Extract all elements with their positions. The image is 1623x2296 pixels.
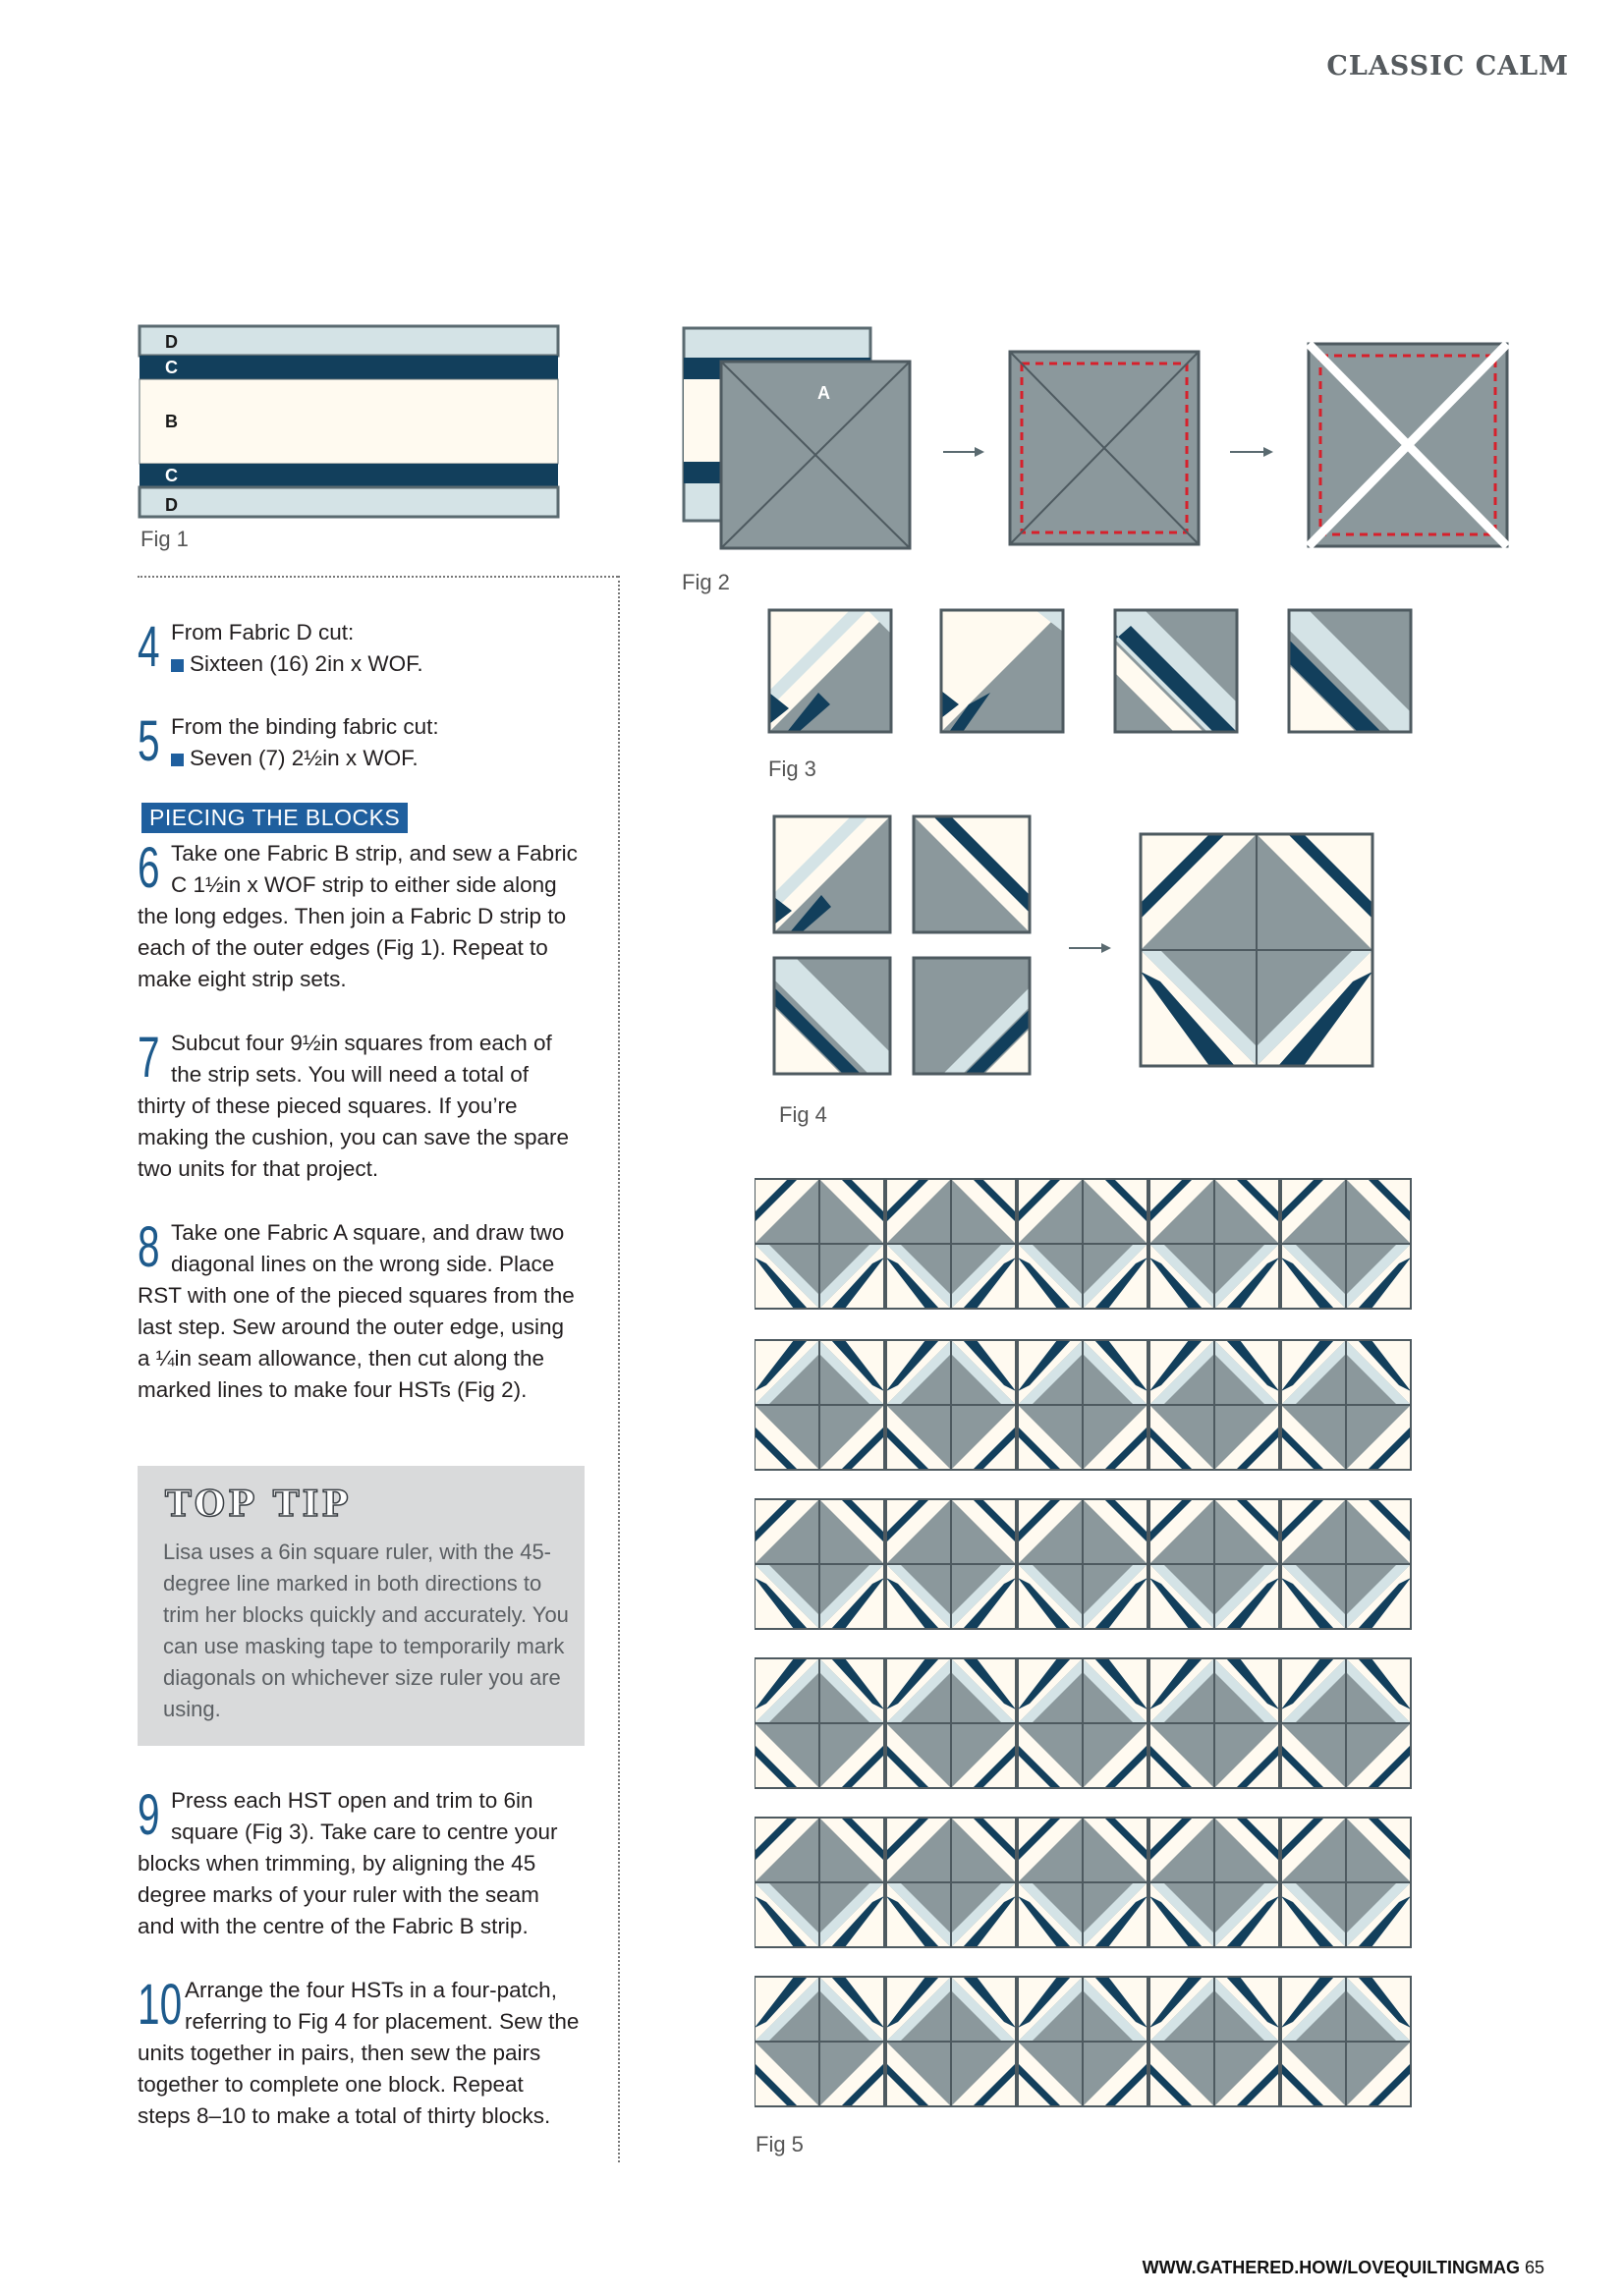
step-6	[138, 838, 580, 995]
footer	[1143, 2258, 1544, 2278]
fig4-diagram	[771, 813, 1380, 1079]
step-6-text: Take one Fabric B strip, and sew a Fabric C 1½in x WOF strip to either side along the long edges. Then join a Fabric D strip to each of the outer edges (Fig 1). Repeat to make eight strip sets.	[138, 841, 578, 991]
fig2-diagram	[680, 324, 1523, 556]
step-4-bullet-row	[138, 648, 580, 680]
step-5-line: From the binding fabric cut:	[171, 714, 439, 739]
step-7	[138, 1028, 580, 1185]
step-4	[138, 617, 580, 680]
page-number: 65	[1524, 2258, 1544, 2277]
bullet-square-icon	[171, 754, 184, 766]
section-heading: PIECING THE BLOCKS	[141, 803, 408, 833]
footer-url: WWW.GATHERED.HOW/LOVEQUILTINGMAG	[1142, 2258, 1520, 2277]
column-divider	[618, 576, 620, 2162]
instructions-column	[138, 617, 580, 2169]
step-number: 10	[138, 1973, 183, 2037]
fig4-label: Fig 4	[779, 1102, 827, 1127]
step-number: 8	[138, 1215, 160, 1279]
fig1-label: Fig 1	[140, 527, 189, 551]
fig2-square-a-label: A	[817, 383, 830, 403]
strip-label-d-bottom: D	[165, 495, 178, 515]
strip-label-d-top: D	[165, 332, 178, 352]
top-tip-text: Lisa uses a 6in square ruler, with the 45-degree line marked in both directions to trim her blocks quickly and accurately. You can use masking tape to temporarily mark diagonals on whichever size ruler you are using.	[163, 1540, 569, 1721]
step-4-line: From Fabric D cut:	[171, 620, 355, 644]
step-4-bullet: Sixteen (16) 2in x WOF.	[190, 651, 423, 676]
step-7-text: Subcut four 9½in squares from each of the strip sets. You will need a total of thirty of these pieced squares. If you’re making the cushion, you can save the spare two units for that project.	[138, 1031, 570, 1181]
step-5-bullet: Seven (7) 2½in x WOF.	[190, 746, 419, 770]
step-10	[138, 1975, 580, 2132]
bullet-square-icon	[171, 659, 184, 672]
fig3-diagram	[766, 607, 1415, 735]
column-divider-top	[138, 576, 618, 578]
step-10-text: Arrange the four HSTs in a four-patch, referring to Fig 4 for placement. Sew the units together in pairs, then sew the pairs together to complete one block. Repeat steps 8–10 to make a total of thirty blocks.	[138, 1978, 580, 2128]
strip-label-c-top: C	[165, 358, 178, 377]
fig5-label: Fig 5	[756, 2132, 804, 2156]
step-8-text: Take one Fabric A square, and draw two diagonal lines on the wrong side. Place RST with one of the pieced squares from the last step. Sew around the outer edge, using a ¼in seam allowance, then cut along the marked lines to make four HSTs (Fig 2).	[138, 1220, 575, 1402]
section-title: CLASSIC CALM	[1326, 51, 1569, 82]
step-9	[138, 1785, 580, 1942]
top-tip-box	[138, 1466, 585, 1746]
fig1-strip-set	[138, 324, 560, 519]
step-number: 9	[138, 1783, 160, 1847]
fig5-quilt-layout	[755, 1177, 1415, 2138]
step-number: 6	[138, 836, 160, 900]
step-8	[138, 1217, 580, 1406]
top-tip-title: TOP TIP	[165, 1484, 352, 1525]
step-9-text: Press each HST open and trim to 6in square (Fig 3). Take care to centre your blocks when trimming, by aligning the 45 degree marks of your ruler with the seam and with the centre of the Fabric B strip.	[138, 1788, 558, 1938]
fig2-label: Fig 2	[682, 570, 730, 594]
step-5	[138, 711, 580, 774]
fig3-label: Fig 3	[768, 756, 816, 781]
strip-label-b: B	[165, 412, 178, 431]
step-number: 5	[138, 709, 160, 773]
step-5-bullet-row	[138, 743, 580, 774]
step-number: 4	[138, 615, 160, 679]
strip-label-c-bottom: C	[165, 466, 178, 485]
step-number: 7	[138, 1026, 160, 1090]
